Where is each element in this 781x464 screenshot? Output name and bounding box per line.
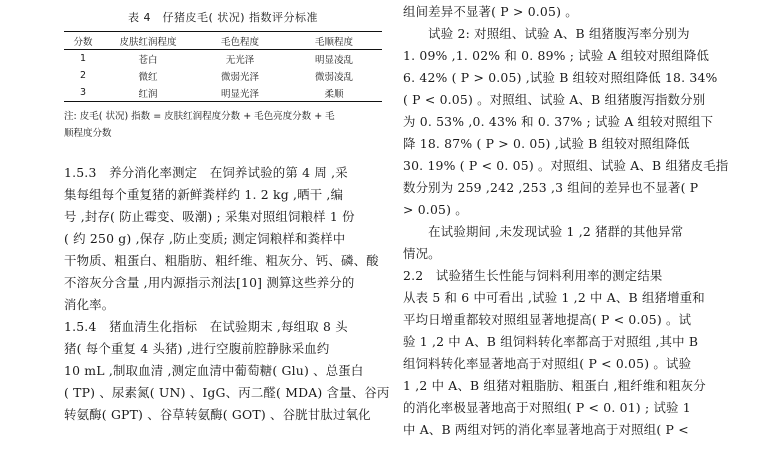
table-cell: 微弱凌乱 [314, 71, 353, 83]
score-table [64, 31, 382, 102]
paragraph-line: 为 0. 53% ,0. 43% 和 0. 37% ; 试验 A 组较对照组下 [403, 114, 714, 129]
section-1-5-3-heading-line: 1.5.3 养分消化率测定 在饲养试验的第 4 周 ,采 [64, 165, 348, 180]
table-note-line: 注: 皮毛( 状况) 指数 = 皮肤红润程度分数 + 毛色亮度分数 + 毛 [64, 111, 335, 122]
paragraph-line: 中 A、B 两组对钙的消化率显著地高于对照组( P < [403, 422, 689, 437]
table-note-line: 顺程度分数 [64, 128, 112, 139]
paragraph-line: 验 1 ,2 中 A、B 组饲料转化率都高于对照组 ,其中 B [403, 334, 699, 349]
paragraph-line: 情况。 [403, 246, 441, 261]
table-row [64, 67, 382, 84]
paragraph-line: 组饲料转化率显著地高于对照组( P < 0.05) 。试验 [403, 356, 692, 371]
table-note [64, 108, 382, 142]
table-cell: 3 [79, 87, 87, 98]
paragraph-line: 平均日增重都较对照组显著地提高( P < 0.05) 。试 [403, 312, 692, 327]
paragraph-line: 6. 42% ( P > 0.05) ,试验 B 组较对照组降低 18. 34% [403, 70, 718, 85]
paragraph-line: 号 ,封存( 防止霉变、吸潮) ; 采集对照组饲粮样 1 份 [64, 209, 355, 224]
section-2-2-heading-line: 2.2 试验猪生长性能与饲料利用率的测定结果 [403, 268, 663, 283]
section-1-5-4-heading-line: 1.5.4 猪血清生化指标 在试验期末 ,每组取 8 头 [64, 319, 348, 334]
table-header-cell: 毛顺程度 [314, 36, 353, 48]
table-title: 表 4 仔猪皮毛( 状况) 指数评分标准 [127, 11, 319, 24]
paragraph-line: 转氨酶( GPT) 、谷草转氨酶( GOT) 、谷胱甘肽过氧化 [64, 407, 371, 422]
table-cell: 苍白 [138, 54, 158, 66]
paragraph-line: ( P < 0.05) 。对照组、试验 A、B 组猪腹泻指数分别 [403, 92, 706, 107]
paragraph-line: 组间差异不显著( P > 0.05) 。 [403, 4, 578, 19]
table-row [64, 50, 382, 68]
table-header-cell: 毛色程度 [220, 36, 259, 48]
table-header-row [64, 32, 382, 50]
paragraph-line: 1. 09% ,1. 02% 和 0. 89% ; 试验 A 组较对照组降低 [403, 48, 710, 63]
paragraph-line: 在试验期间 ,未发现试验 1 ,2 猪群的其他异常 [403, 224, 684, 239]
table-cell: 微红 [138, 71, 158, 83]
paragraph-line: 30. 19% ( P < 0. 05) 。对照组、试验 A、B 组猪皮毛指 [403, 158, 729, 173]
paragraph-line: 试验 2: 对照组、试验 A、B 组猪腹泻率分别为 [403, 26, 690, 41]
table-cell: 无光泽 [225, 54, 255, 66]
paragraph-line: 集每组每个重复猪的新鲜粪样约 1. 2 kg ,晒干 ,编 [64, 187, 344, 202]
table-cell: 1 [79, 53, 87, 64]
paragraph-line: 降 18. 87% ( P > 0. 05) ,试验 B 组较对照组降低 [403, 136, 690, 151]
paragraph-line: 的消化率极显著地高于对照组( P < 0. 01) ; 试验 1 [403, 400, 691, 415]
table-cell: 红润 [138, 88, 158, 100]
paragraph-line: ( TP) 、尿素氮( UN) 、IgG、丙二醛( MDA) 含量、谷丙 [64, 385, 390, 400]
paragraph-line: ( 约 250 g) ,保存 ,防止变质; 测定饲粮样和粪样中 [64, 231, 346, 246]
table-cell: 柔顺 [324, 88, 344, 100]
table-header-cell: 皮肤红润程度 [119, 36, 177, 48]
table-cell: 微弱光泽 [220, 71, 259, 83]
table-cell: 明显光泽 [220, 88, 259, 100]
paragraph-line: 10 mL ,制取血清 ,测定血清中葡萄糖( Glu) 、总蛋白 [64, 363, 364, 378]
table-header-cell: 分数 [73, 36, 93, 48]
table-cell: 明显凌乱 [314, 54, 353, 66]
paragraph-line: > 0.05) 。 [403, 202, 468, 217]
table-row [64, 84, 382, 102]
paragraph-line: 干物质、粗蛋白、粗脂肪、粗纤维、粗灰分、钙、磷、酸 [64, 253, 379, 268]
table-cell: 2 [79, 70, 87, 81]
paragraph-line: 消化率。 [64, 297, 115, 312]
paragraph-line: 猪( 每个重复 4 头猪) ,进行空腹前腔静脉采血约 [64, 341, 330, 356]
paragraph-line: 不溶灰分含量 ,用内源指示剂法[10] 测算这些养分的 [64, 275, 355, 290]
paragraph-line: 1 ,2 中 A、B 组猪对粗脂肪、粗蛋白 ,粗纤维和粗灰分 [403, 378, 706, 393]
paragraph-line: 从表 5 和 6 中可看出 ,试验 1 ,2 中 A、B 组猪增重和 [403, 290, 705, 305]
paragraph-line: 数分别为 259 ,242 ,253 ,3 组间的差异也不显著( P [403, 180, 699, 195]
